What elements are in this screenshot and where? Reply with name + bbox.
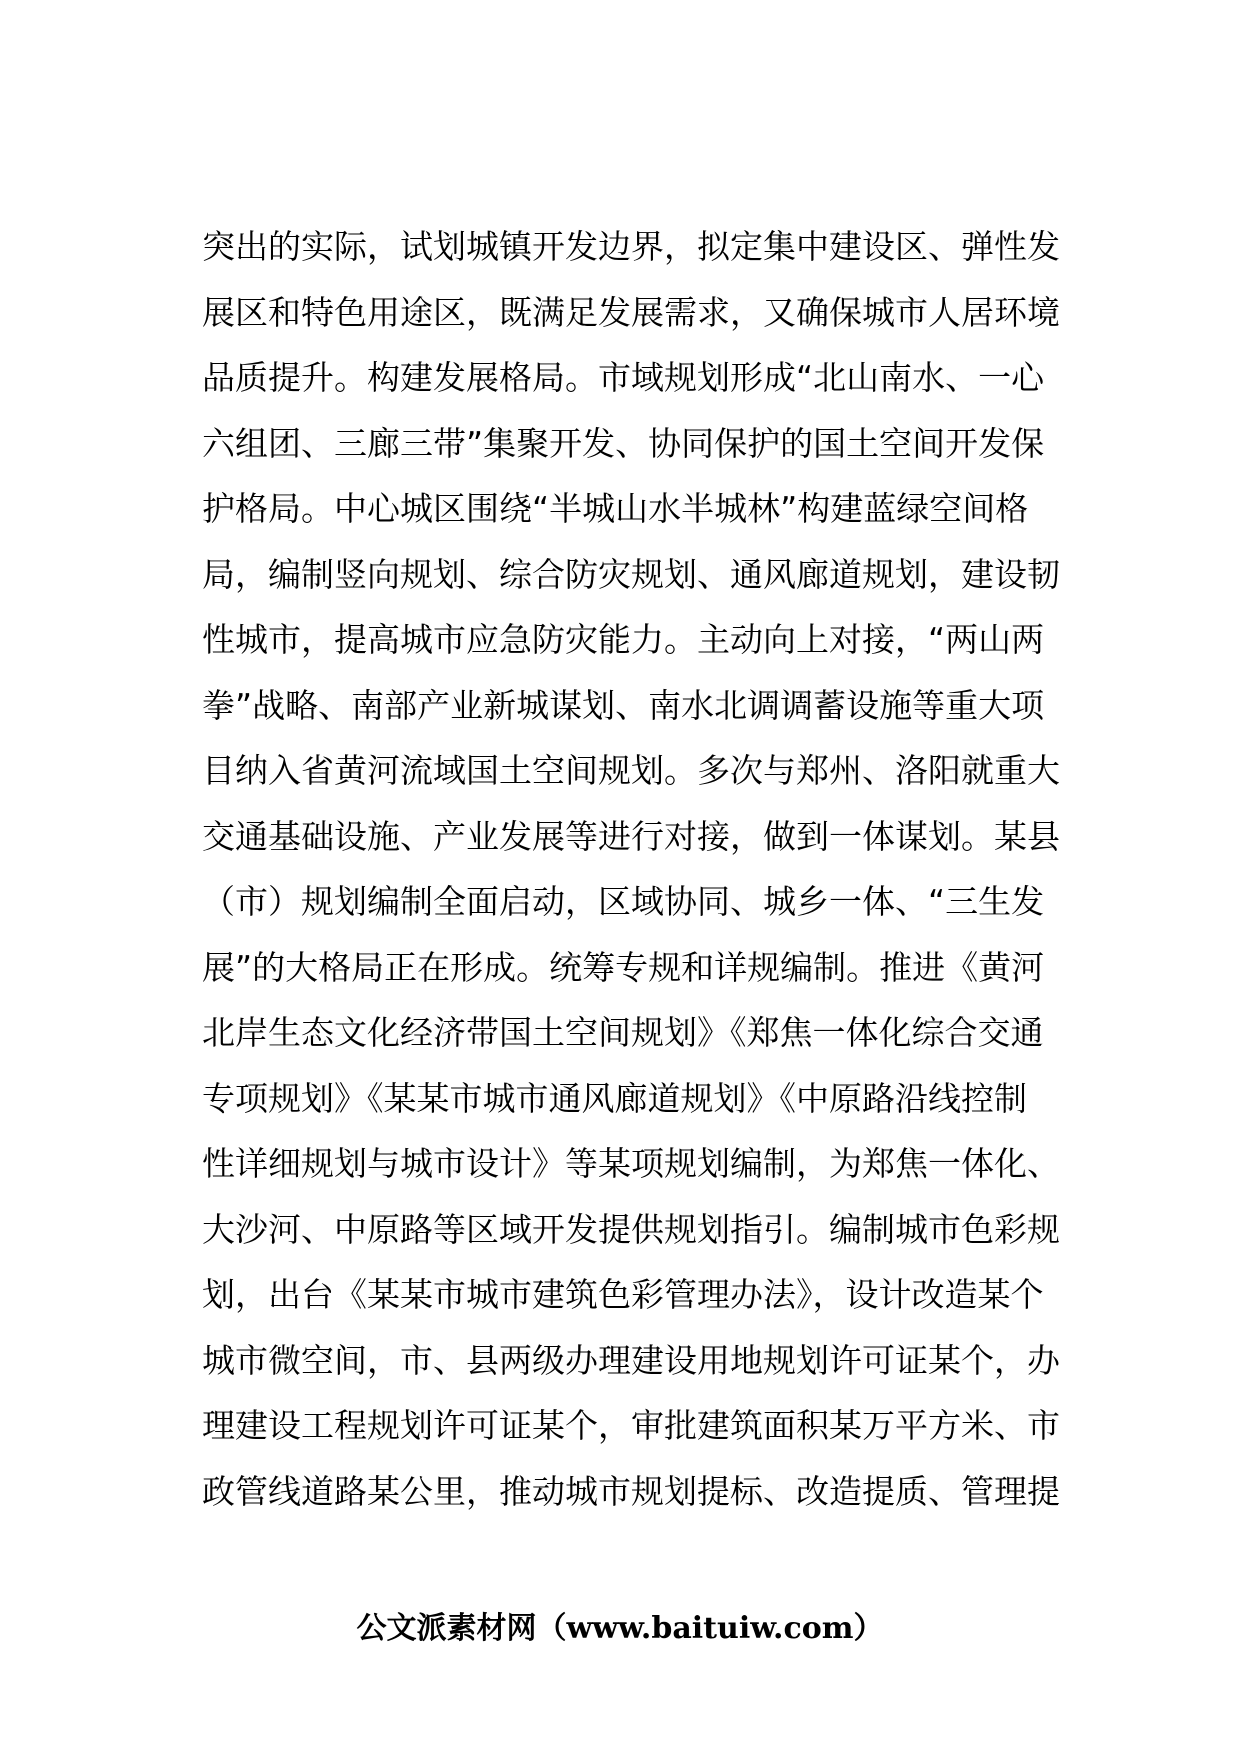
body-line: 政管线道路某公里，推动城市规划提标、改造提质、管理提 (202, 1471, 1060, 1511)
body-line: 划，出台《某某市城市建筑色彩管理办法》，设计改造某个 (202, 1275, 1044, 1314)
body-line: 交通基础设施、产业发展等进行对接，做到一体谋划。某县 (202, 816, 1060, 856)
body-line: 六组团、三廊三带”集聚开发、协同保护的国土空间开发保 (202, 423, 1045, 463)
body-line: 理建设工程规划许可证某个，审批建筑面积某万平方米、市 (202, 1406, 1060, 1445)
body-line: 护格局。中心城区围绕“半城山水半城林”构建蓝绿空间格 (202, 489, 1029, 528)
body-line: 品质提升。构建发展格局。市域规划形成“北山南水、一心 (202, 358, 1045, 397)
body-line: 大沙河、中原路等区域开发提供规划指引。编制城市色彩规 (202, 1209, 1060, 1249)
body-line: 局，编制竖向规划、综合防灾规划、通风廊道规划，建设韧 (202, 554, 1060, 594)
body-line: 拳”战略、南部产业新城谋划、南水北调调蓄设施等重大项 (202, 685, 1045, 725)
document-body (202, 214, 1062, 1524)
body-line: 性城市，提高城市应急防灾能力。主动向上对接，“两山两 (202, 620, 1045, 659)
body-line: 北岸生态文化经济带国土空间规划》《郑焦一体化综合交通 (202, 1013, 1044, 1052)
body-line: 展”的大格局正在形成。统筹专规和详规编制。推进《黄河 (202, 947, 1045, 987)
page-footer: 公文派素材网（www.baituiw.com） (356, 1611, 884, 1646)
body-line: 性详细规划与城市设计》等某项规划编制，为郑焦一体化、 (202, 1144, 1060, 1183)
body-line: 目纳入省黄河流域国土空间规划。多次与郑州、洛阳就重大 (202, 751, 1060, 790)
body-line: 展区和特色用途区，既满足发展需求，又确保城市人居环境 (202, 292, 1060, 332)
body-line: 突出的实际，试划城镇开发边界，拟定集中建设区、弹性发 (202, 227, 1060, 266)
body-line: 专项规划》《某某市城市通风廊道规划》《中原路沿线控制 (202, 1078, 1027, 1118)
body-line: 城市微空间，市、县两级办理建设用地规划许可证某个，办 (202, 1340, 1060, 1380)
body-line: （市）规划编制全面启动，区域协同、城乡一体、“三生发 (202, 882, 1045, 921)
